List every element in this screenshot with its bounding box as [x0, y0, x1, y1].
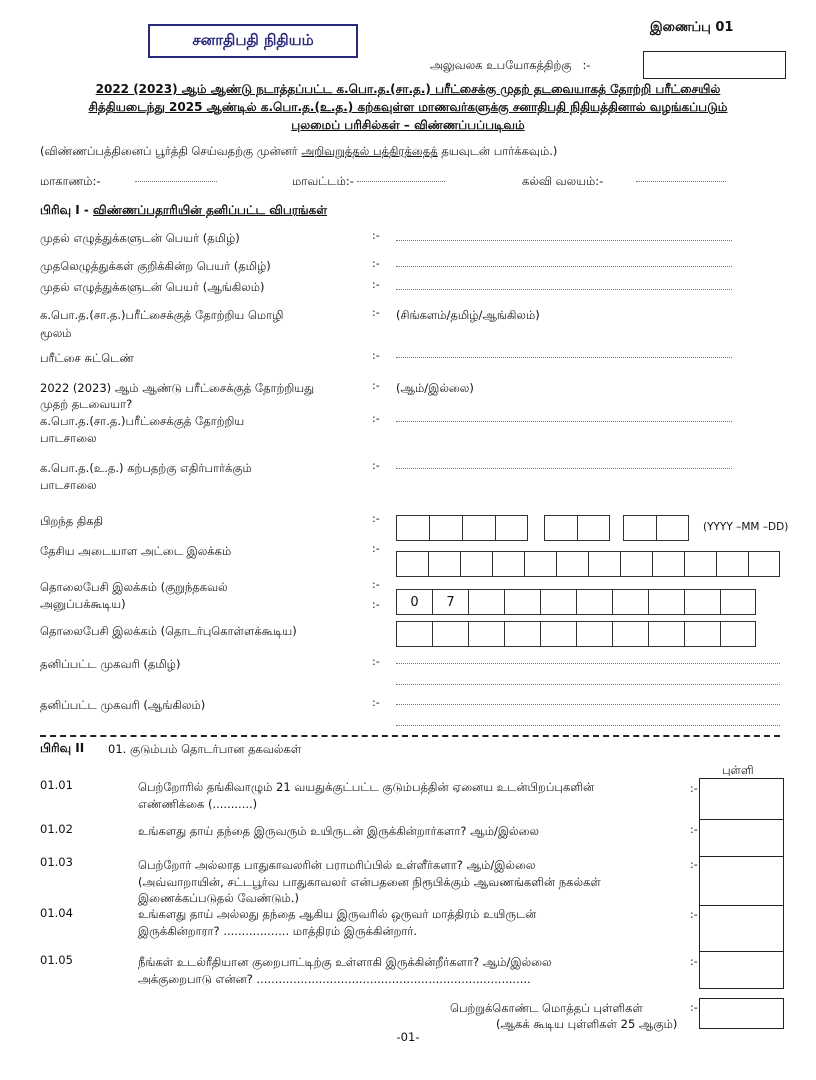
score-box-01-03[interactable] [699, 856, 784, 906]
question-text: உங்களது தாய் அல்லது தந்தை ஆகிய இருவரில் ஒருவர் மாத்திரம் உயிருடன் இருக்கின்றாரா? .................. மாத்திரம் இருக்கின்றார். [138, 907, 537, 938]
digit-box[interactable] [462, 515, 495, 541]
question-text: பெற்றோரில் தங்கிவாழும் 21 வயதுக்குட்பட்ட குடும்பத்தின் ஏனைய உடன்பிறப்புகளின் எண்ணிக்கை (...........) [138, 780, 595, 811]
address-english-line2[interactable] [396, 725, 780, 726]
phone-contact-boxes[interactable] [396, 621, 756, 647]
digit-box[interactable] [576, 621, 612, 647]
address-english-label: தனிப்பட்ட முகவரி (ஆங்கிலம்) [40, 698, 206, 712]
digit-box[interactable] [684, 621, 720, 647]
digit-box[interactable] [468, 621, 504, 647]
digit-box[interactable] [623, 515, 656, 541]
colon: :- [372, 379, 380, 392]
colon: :- [690, 858, 698, 871]
medium-label-line2: மூலம் [40, 326, 72, 340]
name-tamil-label: முதல் எழுத்துக்களுடன் பெயர் (தமிழ்) [40, 231, 240, 245]
score-box-01-05[interactable] [699, 951, 784, 989]
digit-box[interactable] [684, 589, 720, 615]
colon: :- [690, 1001, 698, 1014]
colon: :- [690, 823, 698, 836]
dob-year-boxes[interactable] [396, 515, 528, 541]
colon: :- [372, 512, 380, 525]
colon: :- [372, 306, 380, 319]
section2-title: 01. குடும்பம் தொடர்பான தகவல்கள் [108, 742, 302, 756]
total-score-box[interactable] [699, 998, 784, 1029]
digit-box[interactable] [648, 589, 684, 615]
colon: :- [372, 349, 380, 362]
province-field[interactable] [135, 181, 217, 182]
office-use-box[interactable] [643, 51, 786, 79]
question-text: நீங்கள் உடல்ரீதியான குறைபாட்டிற்கு உள்ளாகி இருக்கின்றீர்களா? ஆம்/இல்லை அக்குறைபாடு என்ன? ........................................................................... [138, 955, 552, 986]
digit-box[interactable] [504, 621, 540, 647]
first-attempt-options[interactable]: (ஆம்/இல்லை) [396, 381, 474, 395]
digit-box[interactable] [429, 515, 462, 541]
name-english-label: முதல் எழுத்துக்களுடன் பெயர் (ஆங்கிலம்) [40, 280, 265, 294]
phone-sms-boxes[interactable] [396, 589, 756, 615]
digit-box[interactable] [576, 589, 612, 615]
colon: :- [372, 278, 380, 291]
office-use-label: அலுவலக உபயோகத்திற்கு :- [430, 58, 591, 72]
district-field[interactable] [357, 181, 445, 182]
al-school-label-line2: பாடசாலை [40, 478, 97, 492]
digit-box[interactable] [396, 515, 429, 541]
total-points-label: பெற்றுக்கொண்ட மொத்தப் புள்ளிகள் [450, 1001, 643, 1015]
address-tamil-line2[interactable] [396, 684, 780, 685]
score-box-01-01[interactable] [699, 778, 784, 820]
digit-box[interactable] [648, 621, 684, 647]
colon: :- [372, 459, 380, 472]
al-school-label-line1: க.பொ.த.(உ.த.) கற்பதற்கு எதிர்பார்க்கும் [40, 461, 252, 475]
digit-box[interactable] [716, 551, 748, 577]
colon: :- [690, 908, 698, 921]
fund-stamp: சனாதிபதி நிதியம் [148, 24, 358, 58]
question-number: 01.05 [40, 953, 73, 967]
digit-box[interactable] [428, 551, 460, 577]
section1-heading: பிரிவு I - விண்ணப்பதாரியின் தனிப்பட்ட விபரங்கள் [40, 203, 328, 217]
digit-box[interactable] [656, 515, 689, 541]
question-number: 01.02 [40, 822, 73, 836]
medium-label-line1: க.பொ.த.(சா.த.)பரீட்சைக்குத் தோற்றிய மொழி [40, 308, 284, 322]
ol-school-field[interactable] [396, 421, 732, 422]
page-number: -01- [396, 1030, 420, 1044]
digit-box[interactable] [396, 551, 428, 577]
points-header: புள்ளி [722, 763, 754, 777]
digit-box[interactable] [540, 621, 576, 647]
name-english-field[interactable] [396, 289, 732, 290]
digit-box[interactable] [460, 551, 492, 577]
question-number: 01.01 [40, 778, 73, 792]
form-title-line3: புலமைப் பரிசில்கள் – விண்ணப்பப்படிவம் [291, 118, 525, 132]
question-text: பெற்றோர் அல்லாத பாதுகாவலரின் பராமரிப்பில் உள்ளீர்களா? ஆம்/இல்லை (அவ்வாறாயின், சட்டபூர்வ பாதுகாவலர் என்பதனை நிரூபிக்கும் ஆவணங்களின் நகல்கள் இணைக்கப்படுதல் வேண்டும்.) [138, 858, 601, 906]
first-attempt-label-line2: முதற் தடவையா? [40, 397, 133, 411]
digit-box[interactable] [577, 515, 610, 541]
digit-box[interactable] [620, 551, 652, 577]
question-number: 01.03 [40, 855, 73, 869]
colon: :- [372, 598, 380, 611]
address-english-line1[interactable] [396, 704, 780, 705]
digit-box[interactable] [524, 551, 556, 577]
digit-box[interactable] [556, 551, 588, 577]
phone-sms-label-line2: அனுப்பக்கூடிய) [40, 597, 126, 611]
digit-box[interactable] [652, 551, 684, 577]
digit-box[interactable] [544, 515, 577, 541]
district-label: மாவட்டம்:- [292, 174, 354, 188]
digit-box[interactable] [684, 551, 716, 577]
digit-box[interactable] [468, 589, 504, 615]
dob-label: பிறந்த திகதி [40, 514, 104, 528]
phone-contact-label: தொலைபேசி இலக்கம் (தொடர்புகொள்ளக்கூடிய) [40, 624, 297, 638]
digit-box[interactable] [495, 515, 528, 541]
index-no-label: பரீட்சை சுட்டெண் [40, 351, 134, 365]
digit-box[interactable] [504, 589, 540, 615]
score-box-01-02[interactable] [699, 819, 784, 857]
digit-box[interactable] [612, 621, 648, 647]
digit-box[interactable]: 7 [432, 589, 468, 615]
zone-label: கல்வி வலயம்:- [522, 174, 604, 188]
dob-format: (YYYY –MM –DD) [703, 521, 789, 533]
colon: :- [690, 782, 698, 795]
colon: :- [372, 542, 380, 555]
form-title-line1: 2022 (2023) ஆம் ஆண்டு நடாத்தப்பட்ட க.பொ.த.(சா.த.) பரீட்சைக்கு முதற் தடவையாகத் தோற்றி பரீட்சையில் [95, 82, 721, 96]
digit-box[interactable] [492, 551, 524, 577]
digit-box[interactable] [612, 589, 648, 615]
instruction-note: (விண்ணப்பத்தினைப் பூர்த்தி செய்வதற்கு முன்னர் அறிவுறுத்தல் பத்திரத்தைத் தயவுடன் பார்க்கவும்.) [40, 144, 558, 158]
nic-boxes[interactable] [396, 551, 780, 577]
question-number: 01.04 [40, 906, 73, 920]
section-divider [40, 735, 780, 737]
first-attempt-label-line1: 2022 (2023) ஆம் ஆண்டு பரீட்சைக்குத் தோற்றியது [40, 381, 315, 395]
digit-box[interactable] [588, 551, 620, 577]
question-text: உங்களது தாய் தந்தை இருவரும் உயிருடன் இருக்கின்றார்களா? ஆம்/இல்லை [138, 824, 540, 838]
ol-school-label-line2: பாடசாலை [40, 431, 97, 445]
zone-field[interactable] [636, 181, 726, 182]
digit-box[interactable] [396, 621, 432, 647]
colon: :- [372, 229, 380, 242]
digit-box[interactable]: 0 [396, 589, 432, 615]
dob-day-boxes[interactable] [623, 515, 689, 541]
medium-options[interactable]: (சிங்களம்/தமிழ்/ஆங்கிலம்) [396, 308, 540, 322]
colon: :- [372, 696, 380, 709]
address-tamil-line1[interactable] [396, 663, 780, 664]
form-title-line2: சித்தியடைந்து 2025 ஆண்டில் க.பொ.த.(உ.த.) கற்கவுள்ள மாணவர்களுக்கு சனாதிபதி நிதியத்தினால் வழங்கப்படும் [88, 100, 728, 114]
phone-sms-label-line1: தொலைபேசி இலக்கம் (குறுந்தகவல் [40, 580, 228, 594]
colon: :- [372, 257, 380, 270]
digit-box[interactable] [540, 589, 576, 615]
dob-month-boxes[interactable] [544, 515, 610, 541]
index-no-field[interactable] [396, 357, 732, 358]
nic-label: தேசிய அடையாள அட்டை இலக்கம் [40, 544, 232, 558]
digit-box[interactable] [720, 589, 756, 615]
colon: :- [372, 655, 380, 668]
score-box-01-04[interactable] [699, 905, 784, 952]
colon: :- [372, 412, 380, 425]
colon: :- [372, 578, 380, 591]
section2-prefix: பிரிவு II [40, 741, 85, 755]
name-tamil-field[interactable] [396, 240, 732, 241]
address-tamil-label: தனிப்பட்ட முகவரி (தமிழ்) [40, 657, 181, 671]
province-label: மாகாணம்:- [40, 174, 101, 188]
max-points-note: (ஆகக் கூடிய புள்ளிகள் 25 ஆகும்) [496, 1017, 678, 1031]
name-initials-tamil-field[interactable] [396, 266, 732, 267]
al-school-field[interactable] [396, 468, 732, 469]
digit-box[interactable] [748, 551, 780, 577]
digit-box[interactable] [432, 621, 468, 647]
colon: :- [690, 955, 698, 968]
ol-school-label-line1: க.பொ.த.(சா.த.)பரீட்சைக்குத் தோற்றிய [40, 414, 245, 428]
name-initials-tamil-label: முதலெழுத்துக்கள் குறிக்கின்ற பெயர் (தமிழ்) [40, 259, 271, 273]
digit-box[interactable] [720, 621, 756, 647]
annex-label: இணைப்பு 01 [650, 20, 734, 35]
